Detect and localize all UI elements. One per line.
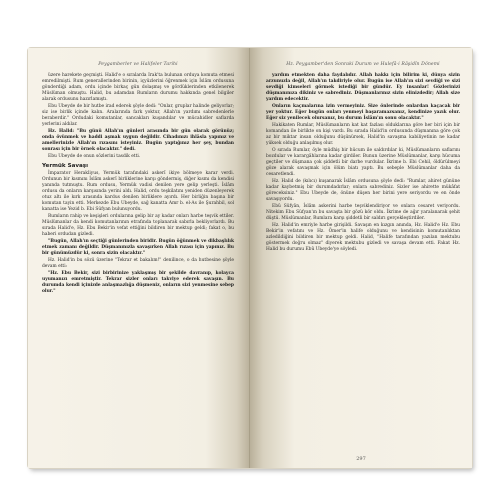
left-paragraph-1: üzere harekete geçmişti. Halid'e o sıralarda Irak'ta bulunan orduya komuta etmesi emredilmişti. Rum generallerinden birinin, içyüzlerini öğrenmek için İslâm ordusuna gönderdiği adam, ordu içinde birkaç gün dolaşmış ve gördüklerinden etkilenerek Müslüman olmuştu. Halid, bu adamdan Rumların durumu hakkında genel bilgiler alarak ordusunu hazırlamıştı.: [42, 73, 234, 102]
left-page: [28, 48, 250, 468]
right-paragraph-3: Hakikaten Rumlar, Müslümanların kat kat fazlası olduklarına göre her biri için bir komandan ile birlikte on kişi vardı. Bu sırada Halid'in ordusunda düşmanına göre çok az bir miktar insan olduğunu düşünürsek, Halid'in savaşma kabiliyetinin ne kadar yüksek olduğu anlaşılmış olur.: [266, 123, 460, 146]
section-title: Yermük Savaşı: [42, 163, 89, 169]
right-paragraph-5: Hz. Halid de (kılıcı) kuşanarak İslâm ordusuna şöyle dedi: "Rumlar, ahiret gününe kadar kaybetmiş bir durumdadırlar; onlara sabrediniz. Sizler ise ahirette mükâfat göreceksiniz." Ebu Ubeyde de, önüne düşen her birini yere seriyordu ve en önde savaşıyordu.: [266, 179, 460, 202]
right-page: [250, 48, 472, 468]
right-paragraph-1: yardım etmekten daha faydalıdır. Allah hakkı için bilirim ki, dünya sizin arzunuzla değil, Allah'ın takdiriyle olur. Bugün ise Allah'ın sizi sevdiği ve sizi sevdiği kimseleri görmek istediği bir gündür. Ey insanlar! Gözlerinizi düşmanınıza dikiniz ve sabrediniz. Düşmanlarınız sizin elinizdedir; Allah size yardım edecektir.: [266, 73, 460, 102]
left-paragraph-8: Hz. Halid'in bu sözü üzerine "Tekrar et bakalım!" denilince, o da hutbesine şöyle devam etti:: [42, 258, 234, 269]
right-paragraph-7: Hz. Halid'in emriyle harbe girişildi. Savaşın en kızgın anında, Hz. Halid'e Hz. Ebu Bekir'in vefatını ve Hz. Ömer'in halife olduğunu ve kendisinin komutanlıktan azledildiğini bildiren bir mektup geldi. Halid, "Halife tarafından yazılan mektubu göstermek doğru olmaz" diyerek mektubu gizledi ve savaşa devam etti. Fakat Hz. Halid bu durumu Ebû Ubeyde'ye söyledi.: [266, 223, 460, 252]
left-paragraph-4: Ebu Ubeyde de onun sözlerini tasdik etti.: [48, 154, 141, 159]
left-paragraph-7: "Bugün, Allah'ın seçtiği günlerinden biridir. Bugün öğünmek ve dikbaşlılık etmek zamanı değildir. Düşmanınızla savaşırken Allah rızası için yapınız. Bu bir günümüzdür ki, sonra sizin olacaktır.": [42, 239, 234, 256]
left-paragraph-5: İmparator Herakliyus, Yermük tarafındaki askerî ikiye bölmeye karar verdi. Ordunun bir kısmını İslâm askerî birliklerine karşı göndermiş, diğer kısmı da kendisi yanında tutmuştu. Rum ordusu, Yermük vadisi denilen yere gelip yerleşti. İslâm ordusu da onların karşısında yerini aldı. Halid, ordu teşkilatını yeniden düzenleyerek otuz altı ile kırk arasında kardus denilen birliklere ayırdı. Her birliğin başına bir komutan tayin etti. Merkezde Ebu Ubeyde, sağ kanatta Amr b. el-As ile Şurahbil, sol kanatta ise Yezid b. Ebi Süfyan bulunuyordu.: [42, 171, 234, 212]
right-paragraph-6: Ebû Süfyân, İslâm askerini harbe teşviklendiriyor ve onlara cesaret veriyordu. Nitekim Ebu Süfyan'ın bu savaşta bir gözü kör oldu. İkrime de ağır yaralanarak şehit düştü. Müslümanlar, Rumlara karşı şiddetli bir saldırı gerçekleştirdiler.: [266, 204, 460, 221]
right-running-head: Hz. Peygamber'den Sonraki Durum ve Hulefâ-i Râşidîn Dönemi: [286, 62, 440, 67]
open-book: [28, 48, 472, 468]
left-running-head: Peygamberler ve Halifeler Tarihi: [98, 62, 178, 67]
right-paragraph-2: Onların kaçmalarına izin vermeyiniz. Size önlerinde onlardan kaçacak bir yer yoktur. Eğer bugün onları yenmeyi başaramazsanız, kendinize yazık olur. Eğer siz yenilecek olursanız, bu durum İslâm'ın sonu olacaktır.": [266, 104, 460, 121]
left-paragraph-2: Ebu Ubeyde de bir hutbe irad ederek şöyle dedi: "Onlar, gruplar halinde geliyorlar; siz ise birlik içinde kalın. Aralarında fark yoktur, Allah'ın yardımı sabredenlerle beraberdir." Ordudaki komutanlar, sancakları kuşandılar ve mücahidler saflarda yerlerini aldılar.: [42, 104, 234, 127]
left-paragraph-9: "Hz. Ebu Bekir, sizi birbirinize yaklaşmış bir şekilde davranıp, kolayca uyumanızı emretmiştir. Tekrar sizler onları takviye ederek savaşın. Bu durumda kendi içinizde anlaşmazlığa düşmeniz, onların sizi yenmesine sebep olur.": [42, 271, 234, 294]
right-paragraph-4: O sırada Rumlar, öyle müdhiş bir hücum ile saldırdılar ki, Müslümanların saflarını bozdular ve karargâhlarına kadar girdiler. Bunun üzerine Müslümanlar, karşı hücuma geçtiler ve düşmana çok şiddetli bir darbe vurdular. İkrime b. Ebi Cehil, öldürülmeyi göze alarak savaşmak için ölüm biatı yaptı. Bu sebeple Müslümanlar daha da cesaretlendi.: [266, 148, 460, 177]
left-paragraph-6: Rumların rahip ve keşişleri ordularına gelip bir ay kadar onları harbe teşvik ettiler. Müslümanlar da kendi komutanlarının etrafında toplanarak sabırla bekliyorlardı. Bu sırada Halid'e, Hz. Ebu Bekir'in vefat ettiğini bildiren bir mektup geldi; fakat o, bu haberi ordudan gizledi.: [42, 214, 234, 237]
left-paragraph-3: Hz. Halid: "Bu günü Allah'ın günleri arasında bir gün olarak görünüz; onda övünmek ve haddi aşmak uygun değildir. Cihadınızı ihlâsla yapınız ve amellerinizle Allah'ın rızasını isteyiniz. Bugün yaptığınız her şey, bundan sonrası için bir örnek olacaktır." dedi.: [42, 129, 234, 152]
page-number: 297: [356, 456, 366, 462]
